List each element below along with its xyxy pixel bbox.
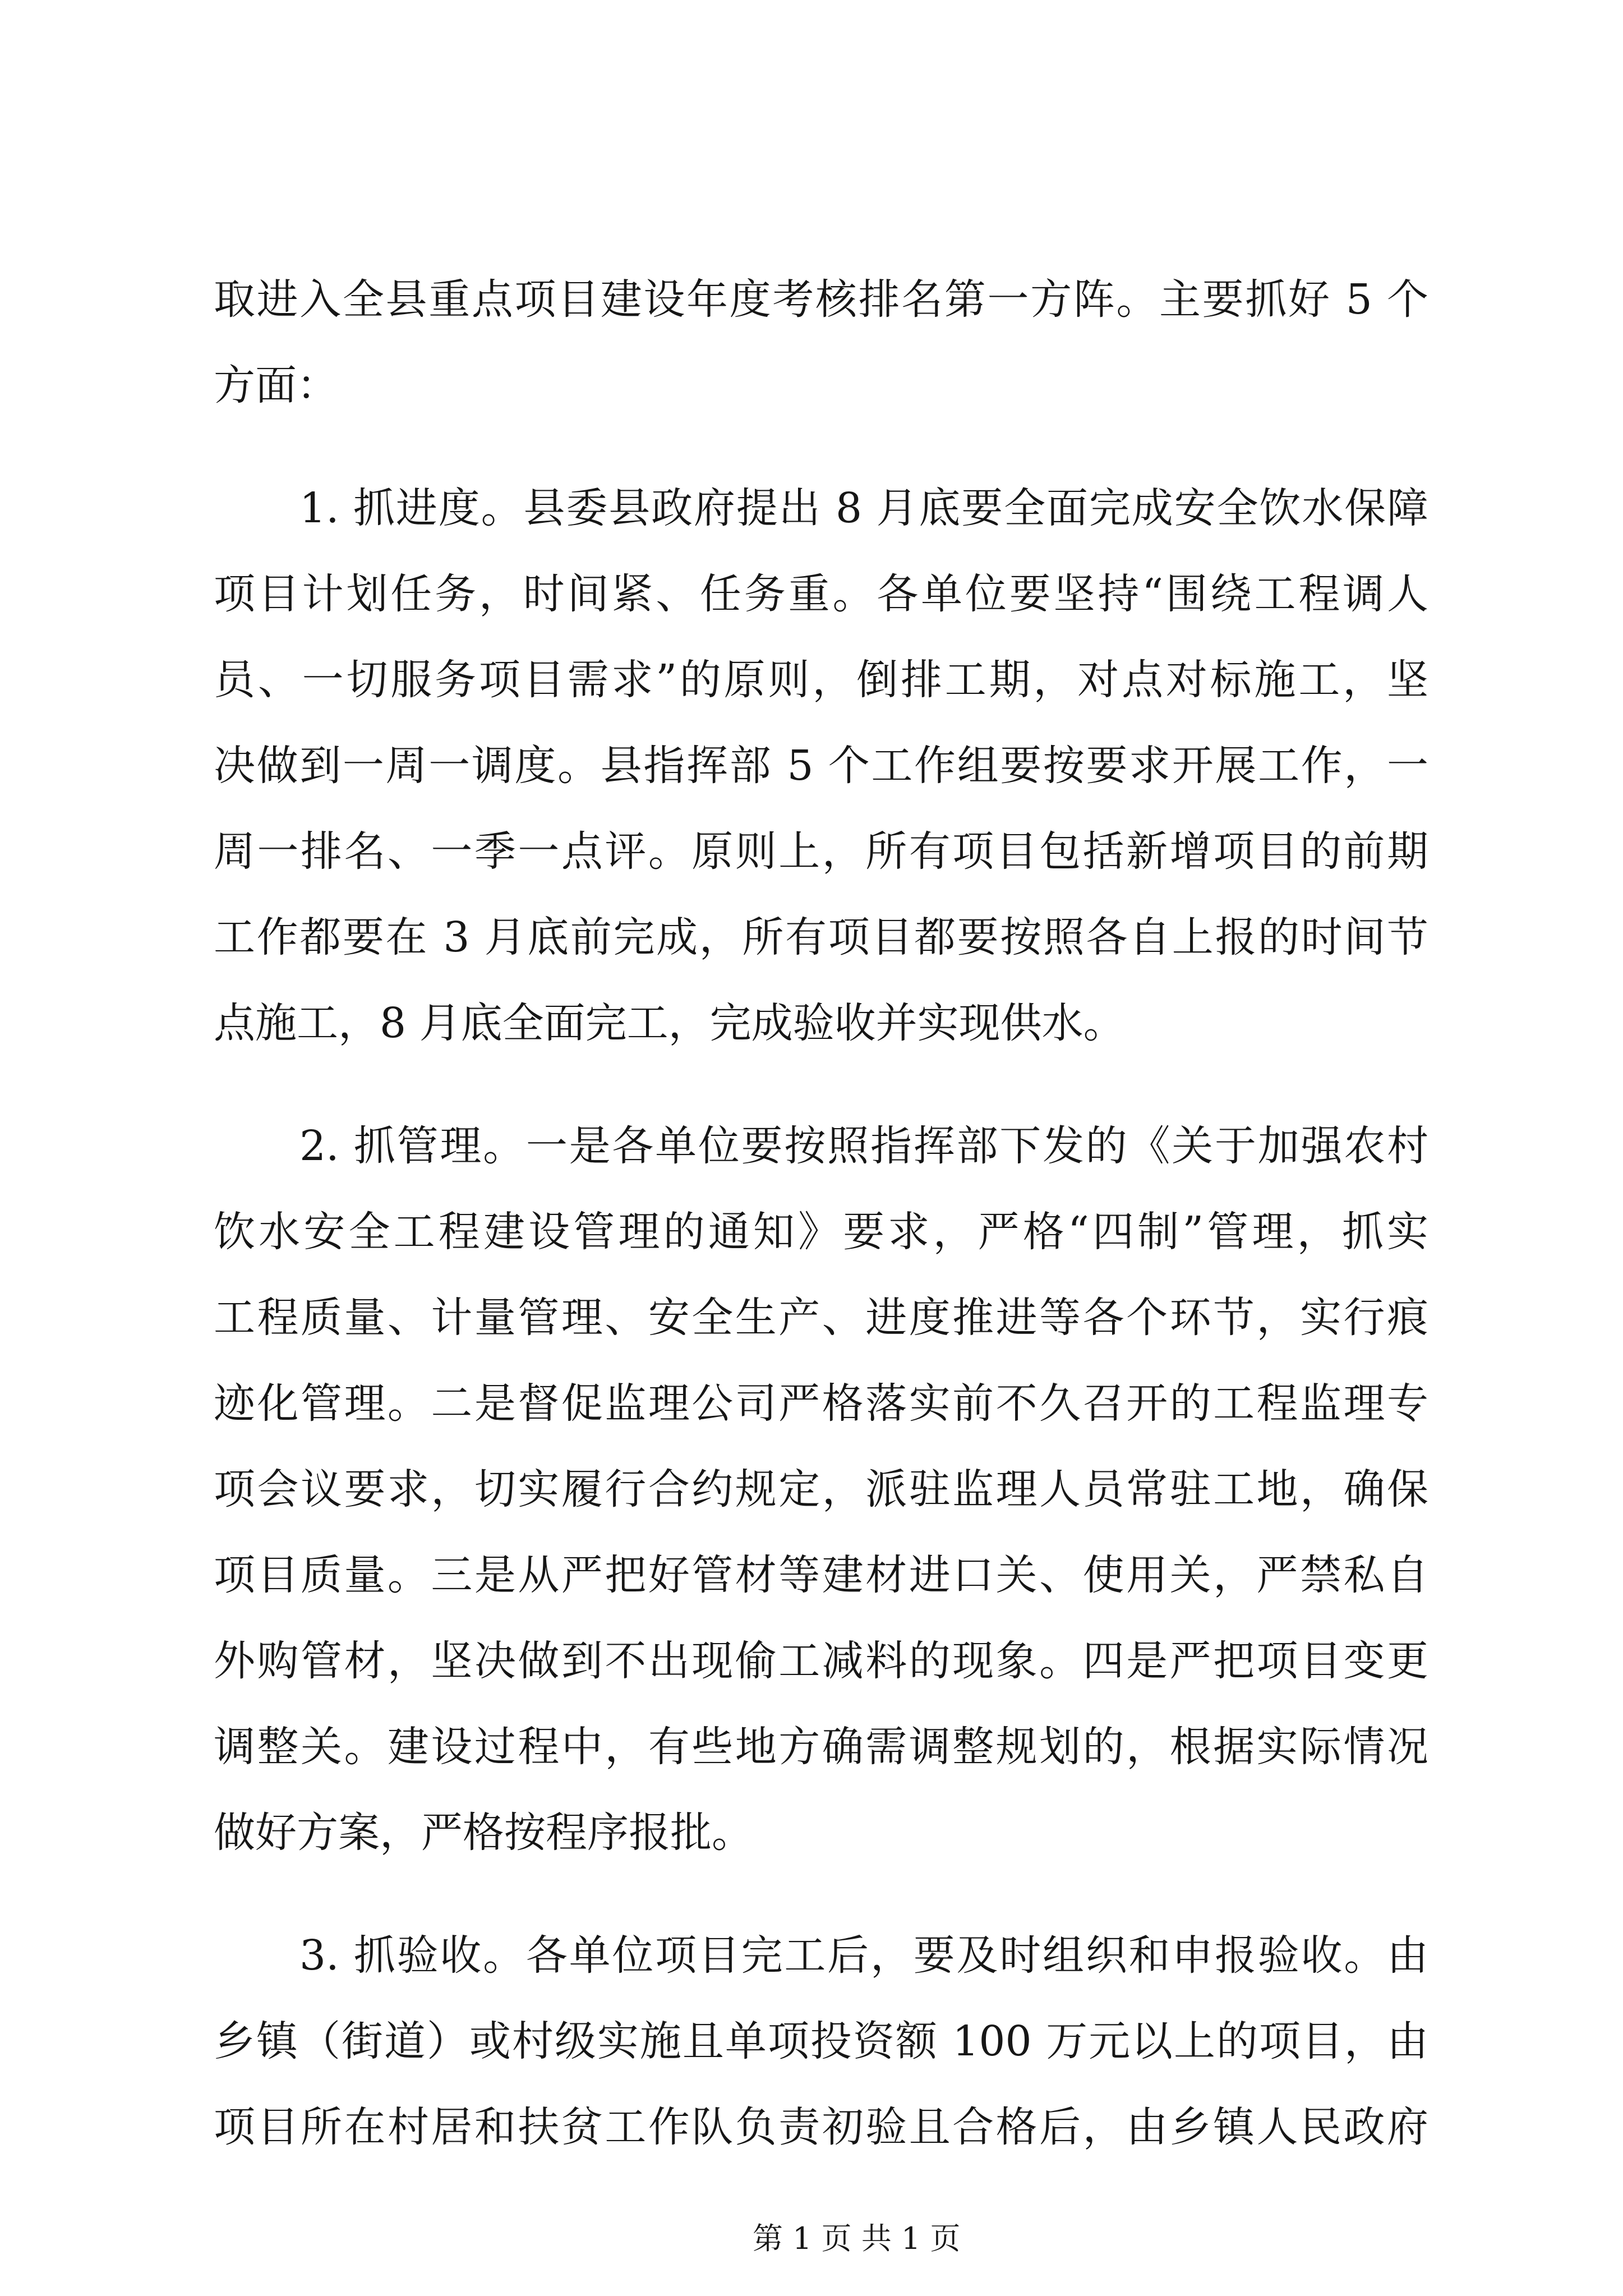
page-number-footer: 第 1 页 共 1 页 [753, 2221, 961, 2256]
text-line: 乡镇（街道）或村级实施且单项投资额 100 万元以上的项目，由 [214, 2017, 1428, 2065]
text-line: 周一排名、一季一点评。原则上，所有项目包括新增项目的前期 [214, 827, 1428, 876]
text-line: 2. 抓管理。一是各单位要按照指挥部下发的《关于加强农村 [299, 1122, 1428, 1170]
text-line: 饮水安全工程建设管理的通知》要求，严格“四制”管理，抓实 [214, 1208, 1428, 1256]
text-line: 方面： [214, 361, 338, 409]
text-line: 项目所在村居和扶贫工作队负责初验且合格后，由乡镇人民政府 [214, 2103, 1428, 2151]
text-line: 工作都要在 3 月底前完成，所有项目都要按照各自上报的时间节 [214, 913, 1428, 961]
text-line: 决做到一周一调度。县指挥部 5 个工作组要按要求开展工作，一 [214, 742, 1428, 790]
text-line: 取进入全县重点项目建设年度考核排名第一方阵。主要抓好 5 个 [214, 275, 1428, 324]
paragraph-progress [214, 466, 1428, 1066]
document-body [214, 257, 1428, 2170]
text-line: 项会议要求，切实履行合约规定，派驻监理人员常驻工地，确保 [214, 1465, 1428, 1513]
text-line: 3. 抓验收。各单位项目完工后，要及时组织和申报验收。由 [299, 1931, 1428, 1980]
paragraph-continuation [214, 257, 1428, 429]
text-line: 做好方案，严格按程序报批。 [214, 1809, 753, 1857]
text-line: 工程质量、计量管理、安全生产、进度推进等各个环节，实行痕 [214, 1294, 1428, 1342]
text-line: 迹化管理。二是督促监理公司严格落实前不久召开的工程监理专 [214, 1379, 1428, 1428]
text-line: 项目计划任务，时间紧、任务重。各单位要坚持“围绕工程调人 [214, 570, 1428, 618]
text-line: 调整关。建设过程中，有些地方确需调整规划的，根据实际情况 [214, 1723, 1428, 1771]
text-line: 点施工，8 月底全面完工，完成验收并实现供水。 [214, 999, 1125, 1047]
paragraph-management [214, 1103, 1428, 1876]
text-line: 1. 抓进度。县委县政府提出 8 月底要全面完成安全饮水保障 [299, 484, 1428, 532]
text-line: 项目质量。三是从严把好管材等建材进口关、使用关，严禁私自 [214, 1551, 1428, 1599]
text-line: 员、一切服务项目需求”的原则，倒排工期，对点对标施工，坚 [214, 656, 1428, 704]
paragraph-acceptance [214, 1913, 1428, 2170]
text-line: 外购管材，坚决做到不出现偷工减料的现象。四是严把项目变更 [214, 1637, 1428, 1685]
